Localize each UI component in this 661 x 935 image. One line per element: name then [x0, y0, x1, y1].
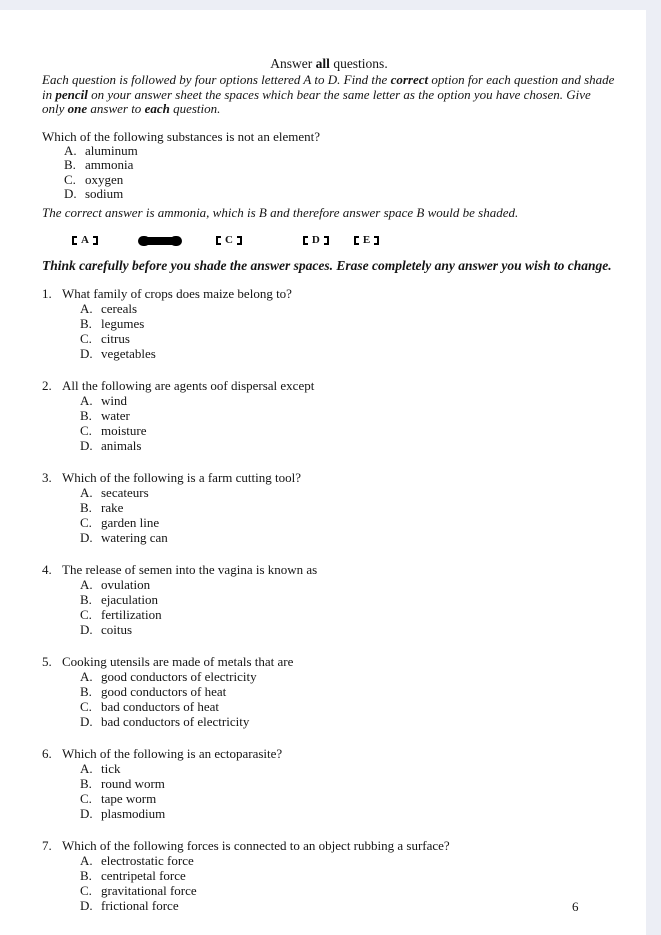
question-text: Which of the following forces is connected to an object rubbing a surface? [62, 838, 450, 854]
option-letter: D. [80, 806, 93, 822]
question-block [42, 286, 616, 361]
option-row [64, 158, 616, 173]
question-text: All the following are agents oof dispersal except [62, 378, 315, 394]
options-list [42, 485, 616, 545]
option-row [80, 515, 616, 530]
right-bracket-icon [237, 236, 242, 245]
section-title [42, 56, 616, 71]
option-row [80, 622, 616, 637]
option-row [80, 577, 616, 592]
text-segment: pencil [55, 86, 88, 102]
option-text: good conductors of heat [101, 684, 227, 700]
question-head [42, 746, 616, 761]
options-list [42, 301, 616, 361]
option-text: wind [101, 393, 127, 409]
answer-space-letter: D [311, 234, 320, 247]
option-text: bad conductors of heat [101, 699, 220, 715]
question-block [42, 378, 616, 453]
question-text: Which of the following is a farm cutting tool? [62, 470, 301, 486]
option-text: fertilization [101, 607, 162, 623]
question-block [42, 746, 616, 821]
option-row [80, 393, 616, 408]
question-number: 1. [42, 286, 52, 302]
option-row [64, 173, 616, 188]
option-letter: B. [80, 592, 92, 608]
question-head [42, 470, 616, 485]
option-row [80, 346, 616, 361]
option-row [80, 500, 616, 515]
options-list [42, 669, 616, 729]
question-number: 6. [42, 746, 52, 762]
example-answer-note: The correct answer is ammonia, which is B and therefore answer space B would be shaded. [42, 204, 519, 220]
example-question-text: Which of the following substances is not an element? [42, 128, 320, 144]
question-number: 4. [42, 562, 52, 578]
question-head [42, 654, 616, 669]
option-letter: D. [64, 186, 77, 202]
option-text: animals [101, 438, 142, 454]
option-letter: C. [80, 331, 92, 347]
question-block [42, 470, 616, 545]
option-text: rake [101, 500, 124, 516]
right-bracket-icon [324, 236, 329, 245]
option-letter: D. [80, 714, 93, 730]
option-row [80, 898, 616, 913]
option-row [80, 699, 616, 714]
option-text: ammonia [85, 157, 134, 173]
option-text: citrus [101, 331, 130, 347]
think-note: Think carefully before you shade the answer spaces. Erase completely any answer you wish to change. [42, 257, 612, 273]
text-segment: questions. [329, 56, 388, 71]
option-text: secateurs [101, 485, 149, 501]
answer-space [216, 234, 242, 248]
option-letter: D. [80, 346, 93, 362]
option-row [80, 485, 616, 500]
option-text: cereals [101, 301, 138, 317]
option-row [80, 331, 616, 346]
answer-space-letter: C [224, 234, 233, 247]
option-row [80, 761, 616, 776]
option-letter: C. [80, 883, 92, 899]
option-text: electrostatic force [101, 853, 194, 869]
left-bracket-icon [72, 236, 77, 245]
option-text: sodium [85, 186, 124, 202]
option-row [80, 714, 616, 729]
text-segment: on your answer sheet the spaces which bear the same letter as the option you have chosen. Give only [42, 86, 591, 117]
left-bracket-icon [216, 236, 221, 245]
question-head [42, 562, 616, 577]
option-row [80, 316, 616, 331]
option-letter: A. [80, 761, 93, 777]
option-text: garden line [101, 515, 160, 531]
question-text: The release of semen into the vagina is known as [62, 562, 318, 578]
option-text: aluminum [85, 142, 138, 158]
question-text: What family of crops does maize belong to? [62, 286, 292, 302]
option-letter: B. [64, 157, 76, 173]
option-row [80, 423, 616, 438]
option-letter: A. [64, 142, 77, 158]
option-row [80, 301, 616, 316]
option-letter: C. [80, 791, 92, 807]
question-number: 3. [42, 470, 52, 486]
option-text: bad conductors of electricity [101, 714, 250, 730]
option-letter: A. [80, 577, 93, 593]
option-letter: D. [80, 438, 93, 454]
answer-space-letter: E [362, 234, 371, 247]
option-row [80, 868, 616, 883]
option-row [80, 607, 616, 622]
option-letter: D. [80, 530, 93, 546]
option-text: legumes [101, 316, 145, 332]
option-letter: C. [80, 515, 92, 531]
option-text: moisture [101, 423, 147, 439]
option-row [80, 806, 616, 821]
option-letter: B. [80, 408, 92, 424]
option-letter: B. [80, 868, 92, 884]
options-list [42, 393, 616, 453]
questions-list [42, 286, 616, 913]
option-letter: B. [80, 316, 92, 332]
text-segment: answer to [87, 101, 145, 117]
left-bracket-icon [303, 236, 308, 245]
shaded-mark-icon [139, 237, 181, 245]
question-block [42, 654, 616, 729]
option-text: tick [101, 761, 121, 777]
page-number: 6 [572, 899, 579, 914]
option-letter: C. [80, 607, 92, 623]
question-number: 5. [42, 654, 52, 670]
answer-spaces-row [42, 233, 616, 249]
right-bracket-icon [374, 236, 379, 245]
option-row [80, 853, 616, 868]
option-row [64, 187, 616, 202]
option-text: watering can [101, 530, 168, 546]
option-text: oxygen [85, 171, 124, 187]
text-segment: option for each question and shade in [42, 72, 615, 102]
question-head [42, 838, 616, 853]
document-page [0, 10, 646, 935]
option-row [80, 669, 616, 684]
question-text: Cooking utensils are made of metals that are [62, 654, 294, 670]
option-row [80, 684, 616, 699]
page-content [0, 10, 646, 913]
option-letter: A. [80, 485, 93, 501]
option-letter: A. [80, 393, 93, 409]
text-segment: Answer [270, 56, 316, 71]
question-number: 7. [42, 838, 52, 854]
left-bracket-icon [354, 236, 359, 245]
example-options-list [42, 144, 616, 202]
question-head [42, 378, 616, 393]
option-text: water [101, 408, 130, 424]
option-row [80, 883, 616, 898]
option-row [80, 408, 616, 423]
option-text: round worm [101, 776, 165, 792]
question-block [42, 838, 616, 913]
answer-space [303, 234, 329, 248]
option-row [80, 776, 616, 791]
question-block [42, 562, 616, 637]
option-letter: D. [80, 622, 93, 638]
option-row [80, 592, 616, 607]
option-text: centripetal force [101, 868, 186, 884]
text-segment: one [67, 101, 88, 117]
answer-space [72, 234, 98, 248]
option-letter: B. [80, 776, 92, 792]
option-text: vegetables [101, 346, 156, 362]
option-text: ejaculation [101, 592, 159, 608]
option-letter: C. [80, 699, 92, 715]
right-bracket-icon [93, 236, 98, 245]
option-row [64, 144, 616, 159]
example-question-block [42, 129, 616, 273]
option-row [80, 530, 616, 545]
option-letter: A. [80, 853, 93, 869]
options-list [42, 577, 616, 637]
answer-space [354, 234, 379, 248]
option-letter: B. [80, 684, 92, 700]
option-text: good conductors of electricity [101, 669, 257, 685]
option-row [80, 791, 616, 806]
option-text: ovulation [101, 577, 151, 593]
options-list [42, 853, 616, 913]
text-segment: Each question is followed by four options lettered A to D. Find the [42, 72, 391, 87]
question-text: Which of the following is an ectoparasite? [62, 746, 283, 762]
shaded-answer-space [139, 234, 181, 248]
text-segment: all [315, 56, 330, 71]
answer-space-letter: A [81, 234, 89, 247]
text-segment: each [144, 101, 170, 117]
option-text: coitus [101, 622, 133, 638]
option-row [80, 438, 616, 453]
option-letter: B. [80, 500, 92, 516]
instructions-paragraph [42, 73, 616, 117]
option-letter: D. [80, 898, 93, 914]
text-segment: question. [169, 101, 221, 117]
option-letter: A. [80, 669, 93, 685]
option-text: tape worm [101, 791, 157, 807]
option-letter: C. [80, 423, 92, 439]
option-letter: C. [64, 171, 76, 187]
question-number: 2. [42, 378, 52, 394]
options-list [42, 761, 616, 821]
option-text: frictional force [101, 898, 179, 914]
option-text: plasmodium [101, 806, 166, 822]
text-segment: correct [390, 72, 429, 87]
option-letter: A. [80, 301, 93, 317]
option-text: gravitational force [101, 883, 197, 899]
question-head [42, 286, 616, 301]
